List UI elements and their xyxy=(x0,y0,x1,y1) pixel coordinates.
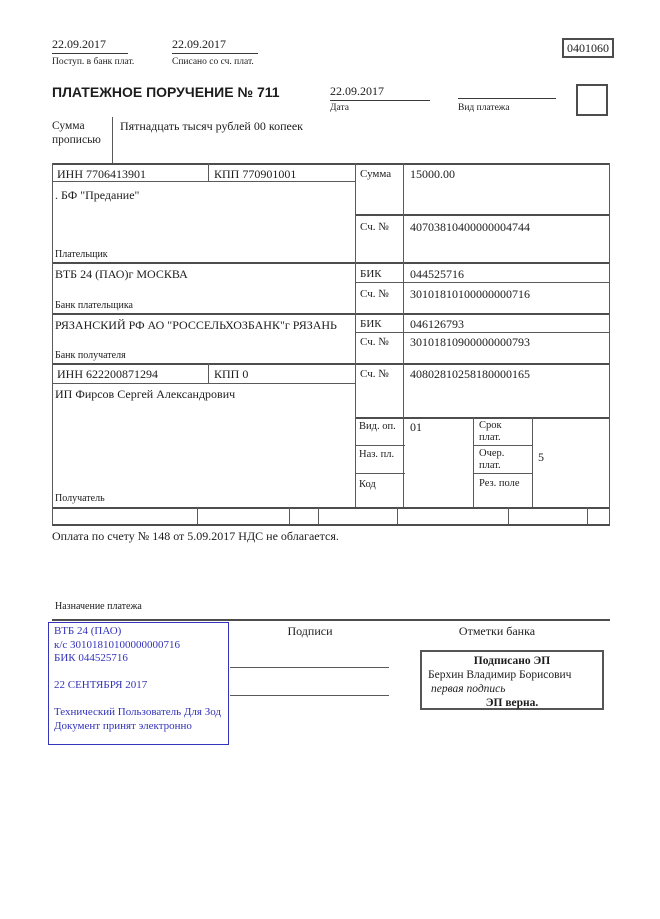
beneficiary-bank-account-label: Сч. № xyxy=(360,336,389,348)
beneficiary-bank-label: Банк получателя xyxy=(55,350,126,361)
date-label: Дата xyxy=(330,103,349,113)
payer-account: 40703810400000004744 xyxy=(410,220,530,234)
beneficiary-label: Получатель xyxy=(55,493,105,504)
operation-type-label: Вид. оп. xyxy=(359,421,396,432)
table-line xyxy=(52,163,610,165)
stamp-date: 22 СЕНТЯБРЯ 2017 xyxy=(54,679,148,691)
table-line xyxy=(52,524,610,526)
table-line xyxy=(473,473,532,474)
table-line xyxy=(355,473,405,474)
beneficiary-bank-name: РЯЗАНСКИЙ РФ АО "РОССЕЛЬХОЗБАНК"г РЯЗАНЬ xyxy=(55,318,337,332)
payer-bank-name: ВТБ 24 (ПАО)г МОСКВА xyxy=(55,267,188,281)
table-line xyxy=(208,363,209,383)
table-line xyxy=(318,507,319,524)
payer-kpp: КПП 770901001 xyxy=(214,167,297,181)
payment-priority-value: 5 xyxy=(538,450,544,464)
reserve-field-label: Рез. поле xyxy=(479,478,520,489)
payer-inn: ИНН 7706413901 xyxy=(57,167,146,181)
payer-name: . БФ "Предание" xyxy=(55,188,140,202)
signature-valid-note: ЭП верна. xyxy=(485,697,539,709)
amount-in-words-label: Сумма прописью xyxy=(52,120,101,146)
operation-type-value: 01 xyxy=(410,420,422,434)
table-line xyxy=(355,445,405,446)
table-line xyxy=(197,507,198,524)
beneficiary-bank-bik-label: БИК xyxy=(360,318,382,330)
beneficiary-bank-account: 30101810900000000793 xyxy=(410,335,530,349)
payer-bank-bik-label: БИК xyxy=(360,268,382,280)
debited-from-account-date: 22.09.2017 xyxy=(172,37,258,54)
payer-bank-account-label: Сч. № xyxy=(360,288,389,300)
table-line xyxy=(403,163,404,507)
debited-from-account-label: Списано со сч. плат. xyxy=(172,57,254,67)
amount-divider-line xyxy=(112,117,113,163)
payer-label: Плательщик xyxy=(55,249,108,260)
sum-value: 15000.00 xyxy=(410,167,455,181)
table-line xyxy=(355,163,356,507)
table-line xyxy=(355,417,610,419)
table-line xyxy=(52,619,610,621)
stamp-blank-line xyxy=(54,693,223,707)
signature-line xyxy=(230,695,389,696)
table-line xyxy=(609,163,610,524)
sum-label: Сумма xyxy=(360,168,392,180)
payment-term-label: Срок плат. xyxy=(479,420,502,443)
table-line xyxy=(52,507,610,509)
stamp-bank-name: ВТБ 24 (ПАО) xyxy=(54,625,122,637)
table-line xyxy=(532,417,533,507)
payer-bank-label: Банк плательщика xyxy=(55,300,133,311)
table-line xyxy=(52,313,610,315)
table-line xyxy=(355,282,610,283)
table-line xyxy=(397,507,398,524)
table-line xyxy=(355,214,610,216)
code-label: Код xyxy=(359,479,376,490)
signer-name: Берхин Владимир Борисович xyxy=(428,669,572,681)
table-line xyxy=(587,507,588,524)
stamp-corr-account: к/с 30101810100000000716 xyxy=(54,638,181,651)
beneficiary-name: ИП Фирсов Сергей Александрович xyxy=(55,387,236,401)
beneficiary-inn: ИНН 622200871294 xyxy=(57,367,158,381)
signature-kind: первая подпись xyxy=(431,683,506,695)
payment-purpose-label: Назначение платежа xyxy=(55,601,142,612)
stamp-accepted-note: Документ принят электронно xyxy=(54,719,192,732)
table-line xyxy=(473,417,474,507)
table-line xyxy=(508,507,509,524)
payer-bank-bik: 044525716 xyxy=(410,267,464,281)
table-line xyxy=(473,445,532,446)
document-date: 22.09.2017 xyxy=(330,84,430,101)
stamp-blank-line xyxy=(54,666,223,680)
received-in-bank-date: 22.09.2017 xyxy=(52,37,128,54)
beneficiary-account: 40802810258180000165 xyxy=(410,367,530,381)
received-in-bank-label: Поступ. в банк плат. xyxy=(52,57,135,67)
beneficiary-account-label: Сч. № xyxy=(360,368,389,380)
beneficiary-kpp: КПП 0 xyxy=(214,367,249,381)
form-code-box: 0401060 xyxy=(562,38,614,58)
table-line xyxy=(52,363,610,365)
electronic-signature-box xyxy=(420,650,604,710)
signed-with-es-title: Подписано ЭП xyxy=(473,655,551,667)
beneficiary-bank-bik: 046126793 xyxy=(410,317,464,331)
stamp-bik: БИК 044525716 xyxy=(54,652,128,664)
table-line xyxy=(289,507,290,524)
payment-purpose-text: Оплата по счету № 148 от 5.09.2017 НДС не облагается. xyxy=(52,529,339,543)
table-line xyxy=(52,163,53,524)
table-line xyxy=(52,181,355,182)
signatures-label: Подписи xyxy=(287,624,333,638)
amount-in-words-value: Пятнадцать тысяч рублей 00 копеек xyxy=(120,119,303,133)
table-line xyxy=(52,262,610,264)
document-title: ПЛАТЕЖНОЕ ПОРУЧЕНИЕ № 711 xyxy=(52,84,280,100)
bank-marks-label: Отметки банка xyxy=(458,624,536,638)
payment-purpose-code-label: Наз. пл. xyxy=(359,449,395,460)
payment-type-label: Вид платежа xyxy=(458,103,510,113)
table-line xyxy=(52,383,355,384)
table-line xyxy=(355,332,610,333)
stamp-operator: Технический Пользователь Для Зод xyxy=(54,706,222,718)
signature-line xyxy=(230,667,389,668)
payer-bank-account: 30101810100000000716 xyxy=(410,287,530,301)
payer-account-label: Сч. № xyxy=(360,221,389,233)
payment-priority-label: Очер. плат. xyxy=(479,448,505,471)
bank-stamp xyxy=(48,622,229,745)
payment-type-line xyxy=(458,83,556,99)
status-box xyxy=(576,84,608,116)
table-line xyxy=(208,163,209,181)
